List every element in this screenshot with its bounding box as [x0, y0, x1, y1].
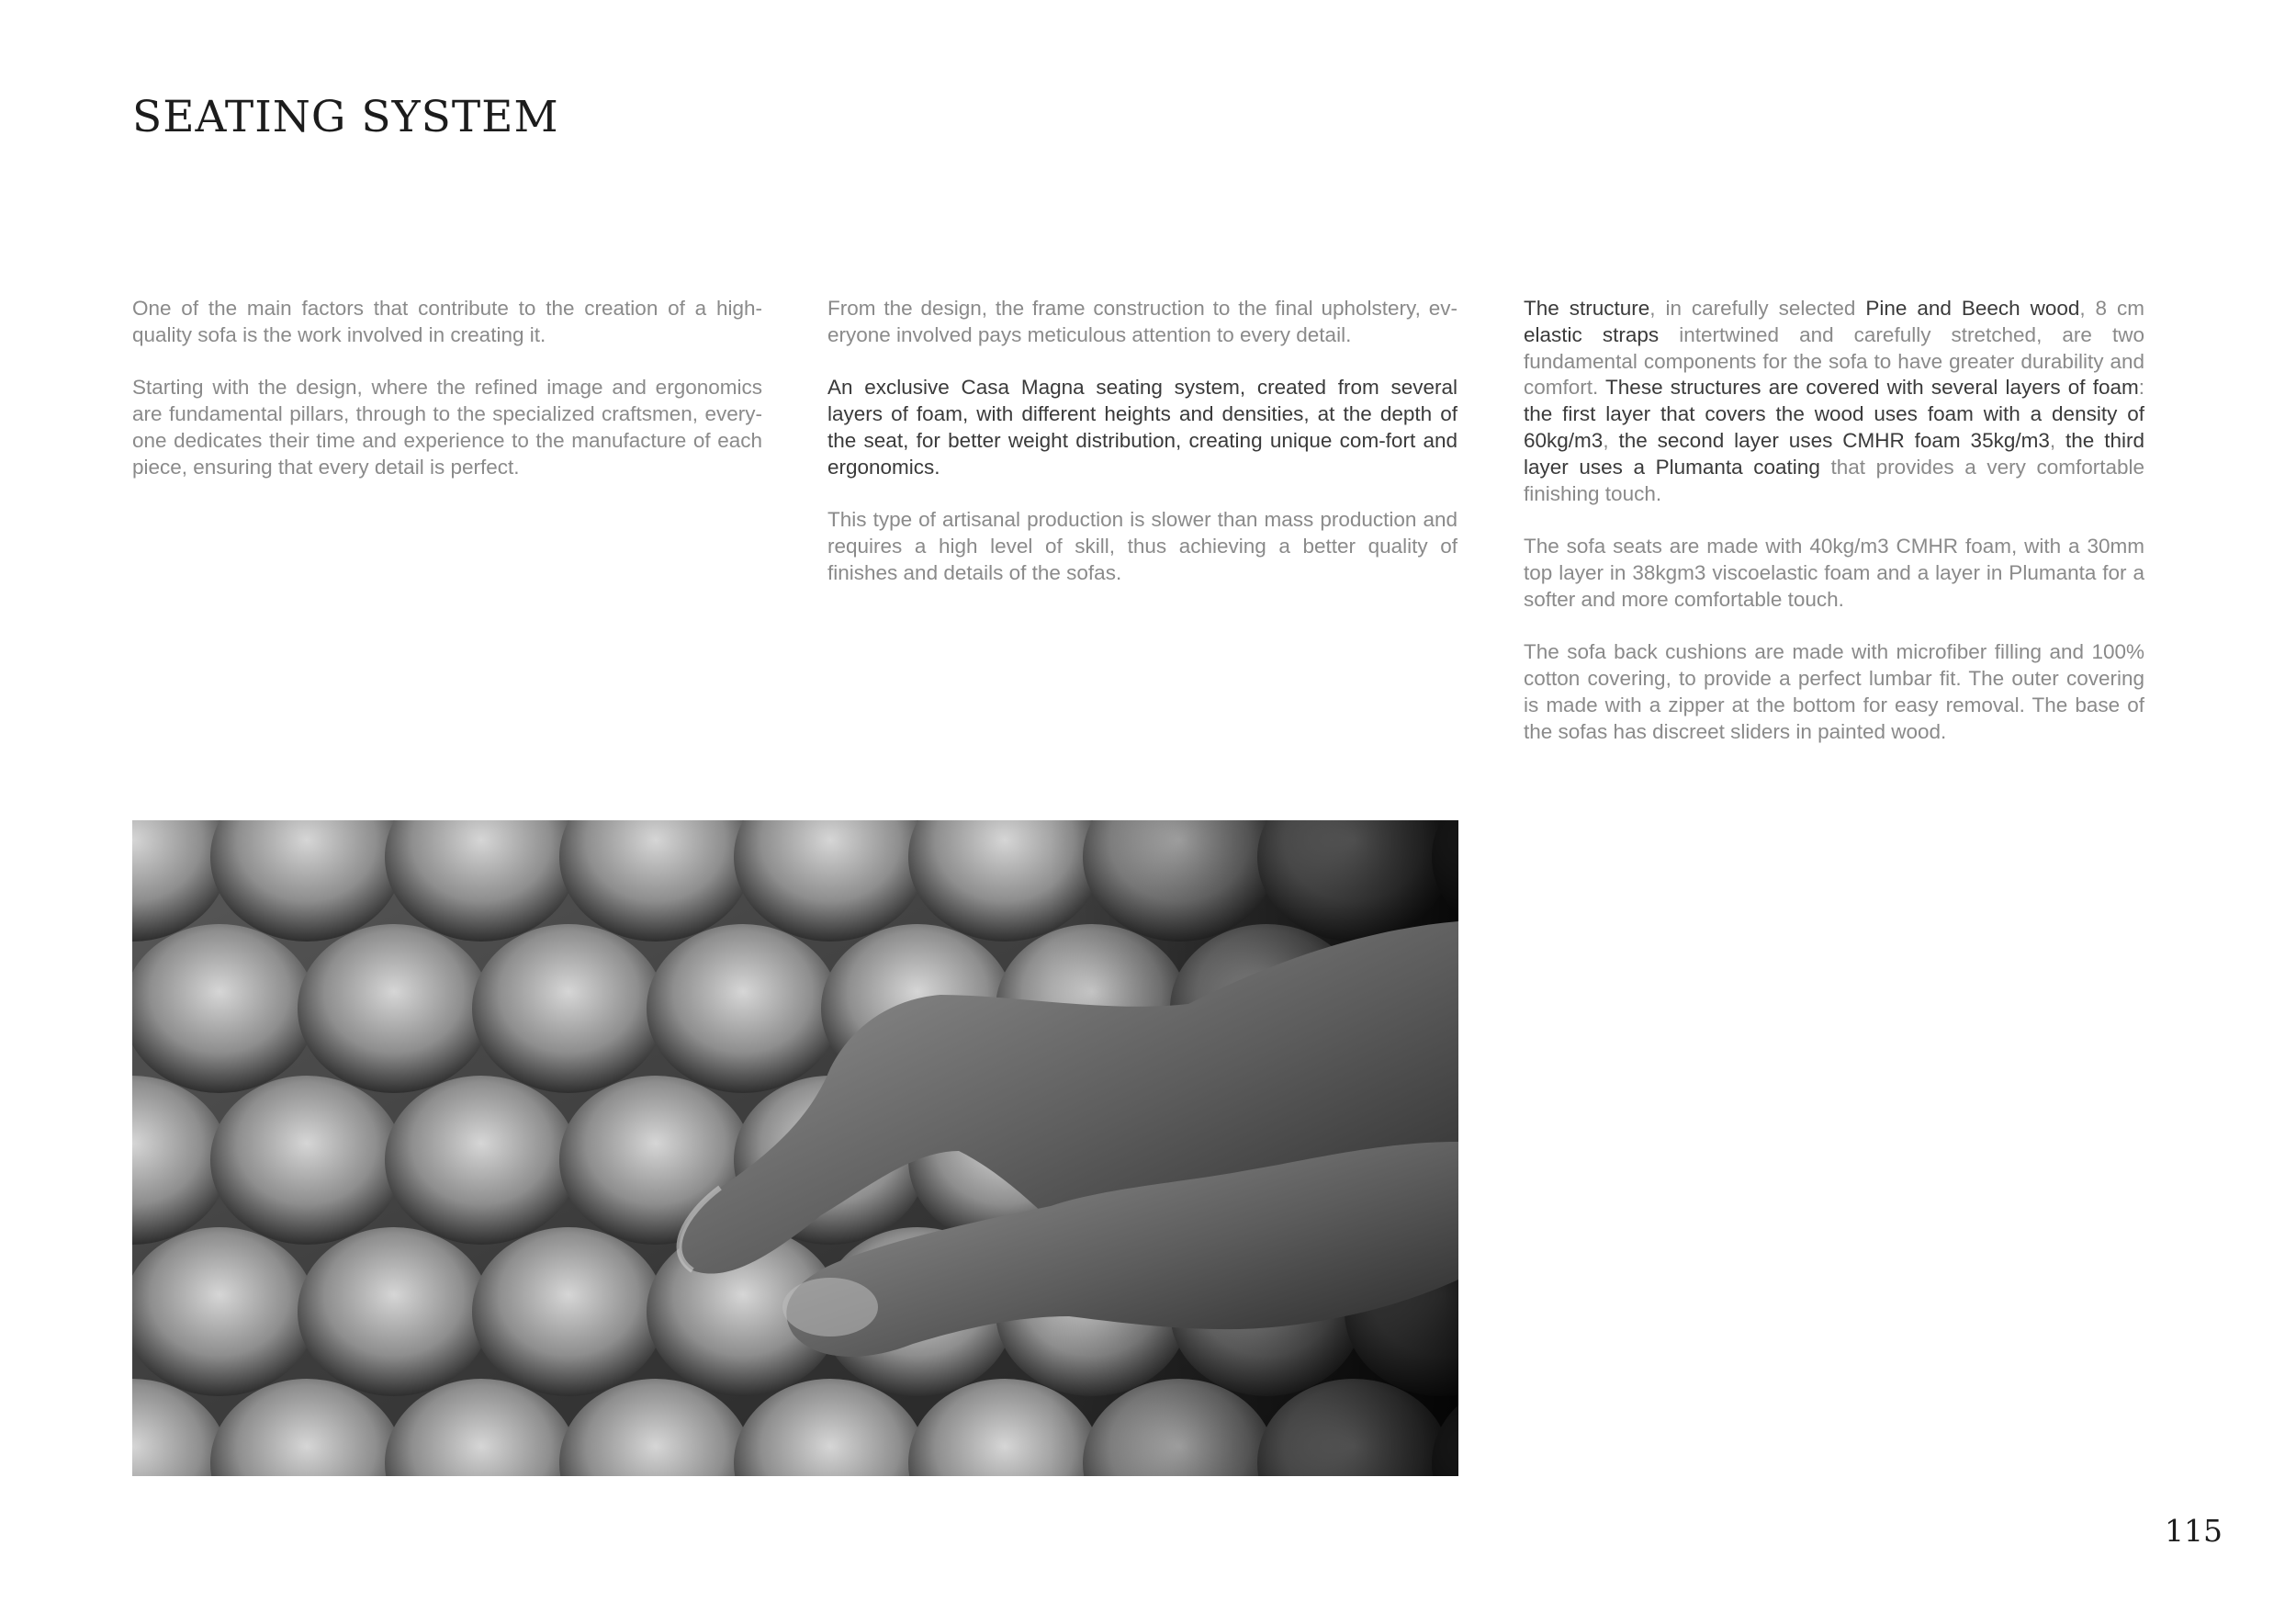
- second-layer: the second layer uses CMHR foam 35kg/m3: [1618, 428, 2050, 452]
- structure-text-4: :: [2138, 376, 2144, 400]
- structure-text-7: that provides a very comfortable finishing touch.: [1524, 455, 2145, 505]
- tuft-cushion: [472, 924, 665, 1093]
- page-number: 115: [2165, 1513, 2223, 1549]
- wood-type: Pine and Beech wood: [1865, 297, 2080, 320]
- tuft-cushion: [385, 1076, 578, 1245]
- page-title: SEATING SYSTEM: [132, 92, 559, 142]
- tuft-cushion: [210, 1076, 403, 1245]
- process-paragraph-2: An exclusive Casa Magna seating system, created from several layers of foam, with different heights and densities, at the depth of the seat, for better weight distribution, creating unique com-fort and ergonomics.: [827, 376, 1458, 479]
- cushions-paragraph: The sofa back cushions are made with microfiber filling and 100% cotton covering, to provide a perfect lumbar fit. The outer covering is made with a zipper at the bottom for easy removal. The base of the sofas has discreet sliders in painted wood.: [1524, 640, 2144, 743]
- structure-text-1: , in carefully selected: [1649, 297, 1866, 320]
- structure-text-2: , 8 cm: [2079, 297, 2144, 320]
- structure-lead: The structure: [1524, 297, 1650, 320]
- third-layer: the third layer uses a Plumanta coating: [1524, 428, 2144, 479]
- seats-paragraph: The sofa seats are made with 40kg/m3 CMHR foam, with a 30mm top layer in 38kgm3 viscoelastic foam and a layer in Plumanta for a softer and more comfortable touch.: [1524, 535, 2144, 611]
- foam-layers: These structures are covered with several layers of foam: [1605, 376, 2139, 400]
- structure-text-5: ,: [1603, 428, 1619, 452]
- tuft-cushion: [647, 924, 839, 1093]
- structure-paragraph: [1524, 296, 2144, 507]
- intro-paragraph-1: One of the main factors that contribute to the creation of a high-quality sofa is the work involved in creating it.: [132, 297, 762, 346]
- upholstery-photo: [132, 820, 1458, 1476]
- structure-text-3: intertwined and carefully stretched, are two fundamental components for the sofa to have greater durability and comfort.: [1524, 322, 2144, 400]
- materials-column: [1524, 296, 2144, 772]
- first-layer: the first layer that covers the wood uses foam with a density of 60kg/m3: [1524, 402, 2144, 452]
- tuft-cushion: [298, 1227, 490, 1396]
- intro-column: [132, 296, 762, 507]
- intro-paragraph-2: Starting with the design, where the refined image and ergonomics are fundamental pillars, through to the specialized craftsmen, every-one dedicates their time and experience to the manufacture of each piece, ensuring that every detail is perfect.: [132, 376, 762, 479]
- tuft-cushion: [472, 1227, 665, 1396]
- elastic-straps: elastic straps: [1524, 322, 1660, 346]
- process-column: [827, 296, 1458, 614]
- tufted-upholstery-hands-photo-icon: [132, 820, 1458, 1476]
- structure-text-6: ,: [2049, 428, 2066, 452]
- process-paragraph-3: This type of artisanal production is slower than mass production and requires a high level of skill, thus achieving a better quality of finishes and details of the sofas.: [827, 508, 1458, 584]
- tuft-cushion: [298, 924, 490, 1093]
- process-paragraph-1: From the design, the frame construction to the final upholstery, ev-eryone involved pays meticulous attention to every detail.: [827, 297, 1458, 346]
